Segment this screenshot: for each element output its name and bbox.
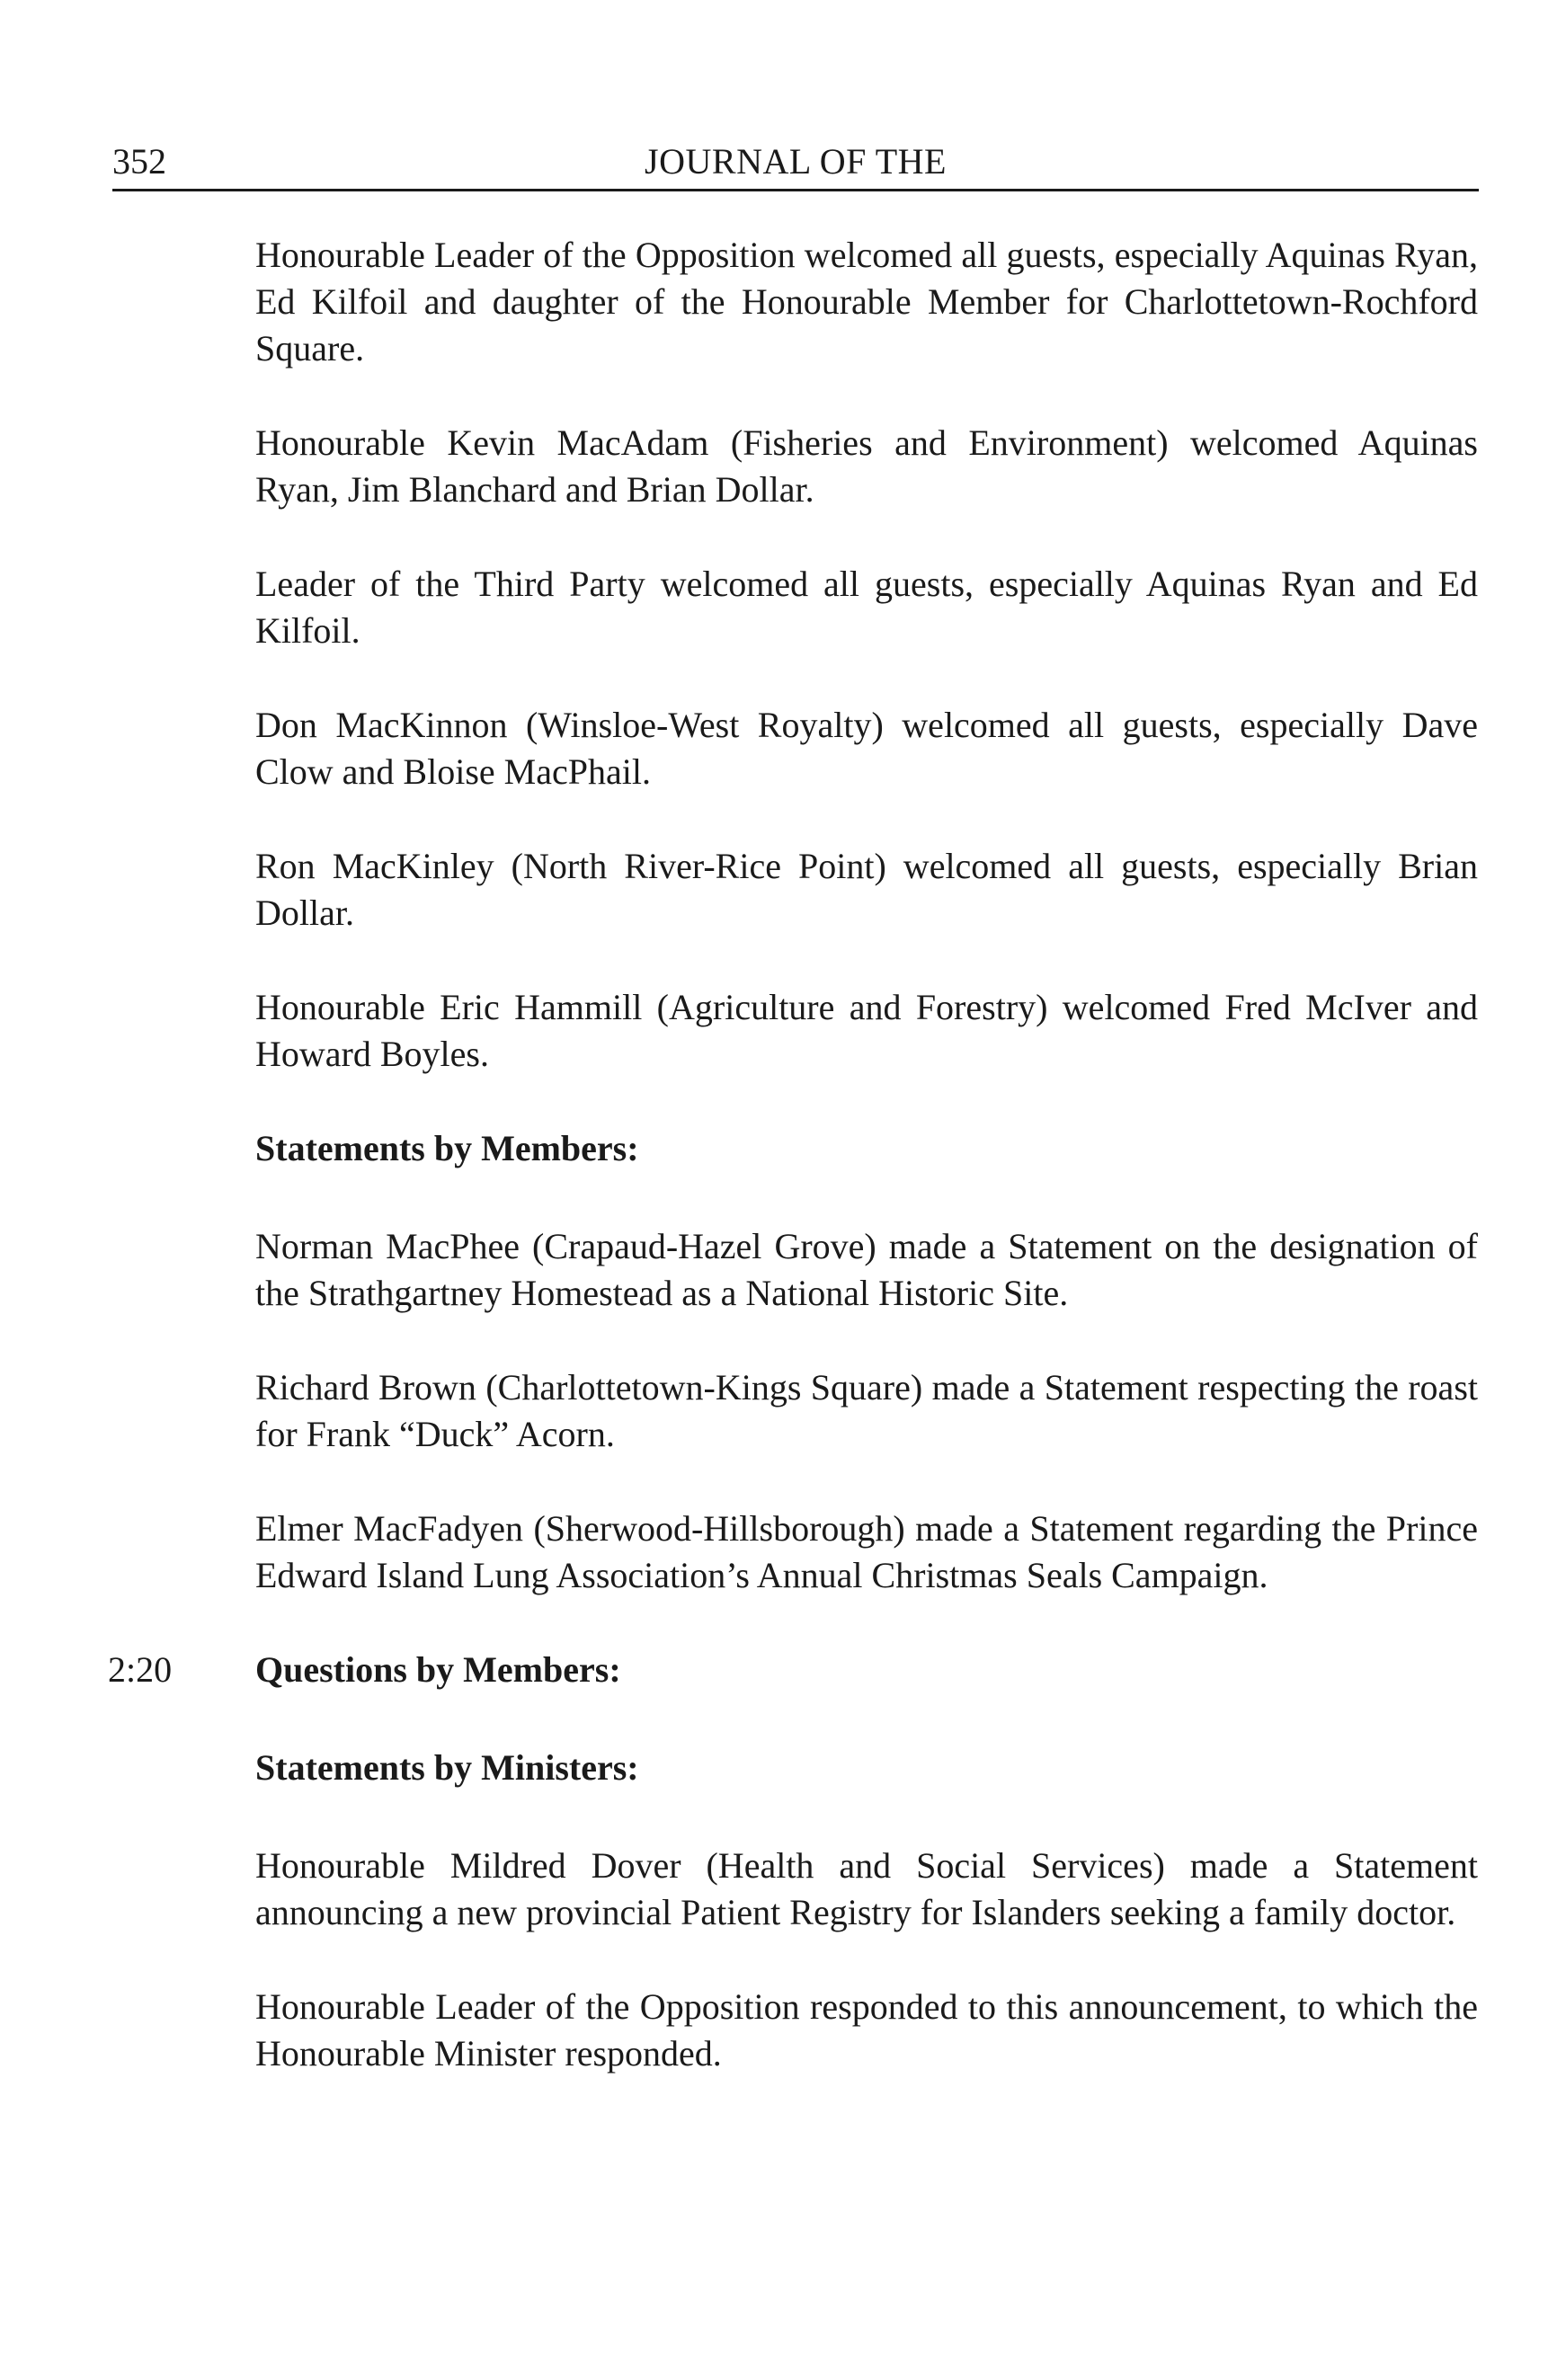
paragraph-welcome-mackinnon: Don MacKinnon (Winsloe-West Royalty) welcomed all guests, especially Dave Clow and Bloise MacPhail. (255, 705, 1478, 792)
heading-questions-by-members: Questions by Members: (255, 1649, 621, 1690)
paragraph-welcome-opposition-leader: Honourable Leader of the Opposition welcomed all guests, especially Aquinas Ryan, Ed Kilfoil and daughter of the Honourable Member for Charlottetown-Rochford Square. (255, 235, 1478, 369)
heading-statements-by-members: Statements by Members: (255, 1128, 639, 1168)
paragraph-statement-macphee: Norman MacPhee (Crapaud-Hazel Grove) made a Statement on the designation of the Strathgartney Homestead as a National Historic Site. (255, 1226, 1478, 1313)
heading-questions-by-members-block (108, 1647, 1478, 1693)
heading-statements-by-ministers: Statements by Ministers: (255, 1747, 639, 1788)
paragraph-welcome-third-party: Leader of the Third Party welcomed all guests, especially Aquinas Ryan and Ed Kilfoil. (255, 564, 1478, 651)
paragraph-statement-dover: Honourable Mildred Dover (Health and Social Services) made a Statement announcing a new provincial Patient Registry for Islanders seeking a family doctor. (255, 1845, 1478, 1932)
paragraph-welcome-mackinley: Ron MacKinley (North River-Rice Point) welcomed all guests, especially Brian Dollar. (255, 846, 1478, 933)
paragraph-welcome-macadam: Honourable Kevin MacAdam (Fisheries and Environment) welcomed Aquinas Ryan, Jim Blanchard and Brian Dollar. (255, 422, 1478, 510)
running-title: JOURNAL OF THE (645, 141, 947, 182)
header-rule (112, 189, 1479, 191)
paragraph-opposition-response: Honourable Leader of the Opposition responded to this announcement, to which the Honourable Minister responded. (255, 1986, 1478, 2074)
paragraph-welcome-hammill: Honourable Eric Hammill (Agriculture and Forestry) welcomed Fred McIver and Howard Boyles. (255, 987, 1478, 1074)
page-number: 352 (112, 141, 166, 182)
time-marker: 2:20 (108, 1649, 173, 1690)
journal-body (108, 232, 1478, 2125)
page-header (112, 135, 1479, 189)
paragraph-statement-macfadyen: Elmer MacFadyen (Sherwood-Hillsborough) made a Statement regarding the Prince Edward Island Lung Association’s Annual Christmas Seals Campaign. (255, 1508, 1478, 1595)
paragraph-statement-brown: Richard Brown (Charlottetown-Kings Square) made a Statement respecting the roast for Frank “Duck” Acorn. (255, 1367, 1478, 1454)
